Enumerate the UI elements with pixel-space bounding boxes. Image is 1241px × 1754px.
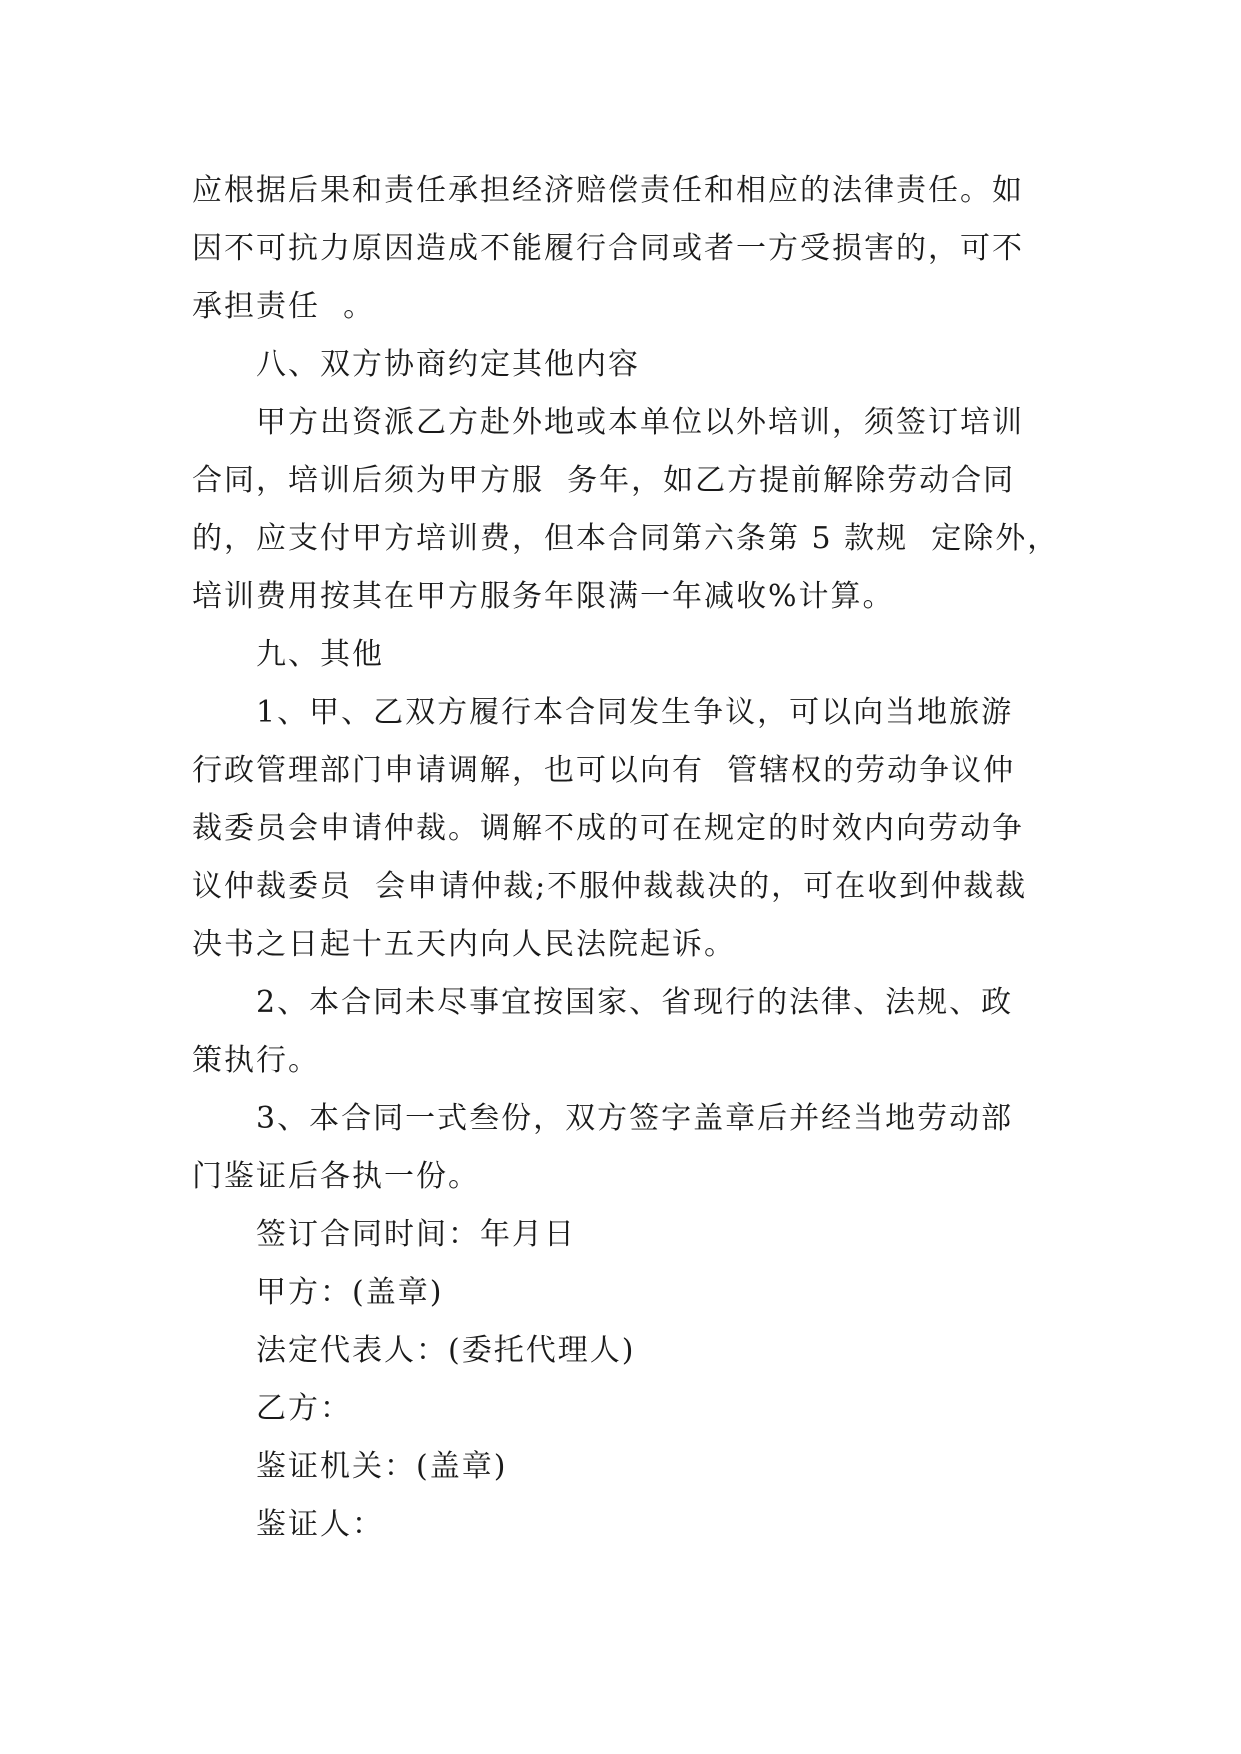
legal-representative-label: 法定代表人：(委托代理人) <box>256 1333 636 1368</box>
document-body <box>192 162 1062 1554</box>
body-text-line: 的，应支付甲方培训费，但本合同第六条第 5 款规 定除外， <box>192 521 1060 556</box>
clause-2-line: 2、本合同未尽事宜按国家、省现行的法律、法规、政 <box>256 985 1014 1020</box>
body-text-line: 甲方出资派乙方赴外地或本单位以外培训，须签订培训 <box>256 405 1024 440</box>
body-text-line: 因不可抗力原因造成不能履行合同或者一方受损害的，可不 <box>192 231 1024 266</box>
section-heading-8: 八、双方协商约定其他内容 <box>256 347 640 382</box>
clause-3-line: 3、本合同一式叁份，双方签字盖章后并经当地劳动部 <box>256 1101 1014 1136</box>
body-text-line: 培训费用按其在甲方服务年限满一年减收%计算。 <box>192 579 895 614</box>
clause-1-line: 1、甲、乙双方履行本合同发生争议，可以向当地旅游 <box>256 695 1014 730</box>
party-a-label: 甲方：(盖章) <box>256 1275 444 1310</box>
clause-3-line: 门鉴证后各执一份。 <box>192 1159 480 1194</box>
clause-1-line: 决书之日起十五天内向人民法院起诉。 <box>192 927 736 962</box>
party-b-label: 乙方： <box>256 1391 352 1426</box>
body-text-line: 合同，培训后须为甲方服 务年，如乙方提前解除劳动合同 <box>192 463 1016 498</box>
signing-date-label: 签订合同时间：年月日 <box>256 1217 576 1252</box>
certifier-label: 鉴证人： <box>256 1507 384 1542</box>
clause-1-line: 裁委员会申请仲裁。调解不成的可在规定的时效内向劳动争 <box>192 811 1024 846</box>
certifying-authority-label: 鉴证机关：(盖章) <box>256 1449 508 1484</box>
section-heading-9: 九、其他 <box>256 637 384 672</box>
clause-1-line: 议仲裁委员 会申请仲裁;不服仲裁裁决的，可在收到仲裁裁 <box>192 869 1028 904</box>
body-text-line: 应根据后果和责任承担经济赔偿责任和相应的法律责任。如 <box>192 173 1024 208</box>
clause-2-line: 策执行。 <box>192 1043 320 1078</box>
clause-1-line: 行政管理部门申请调解，也可以向有 管辖权的劳动争议仲 <box>192 753 1016 788</box>
body-text-line: 承担责任 。 <box>192 289 376 324</box>
